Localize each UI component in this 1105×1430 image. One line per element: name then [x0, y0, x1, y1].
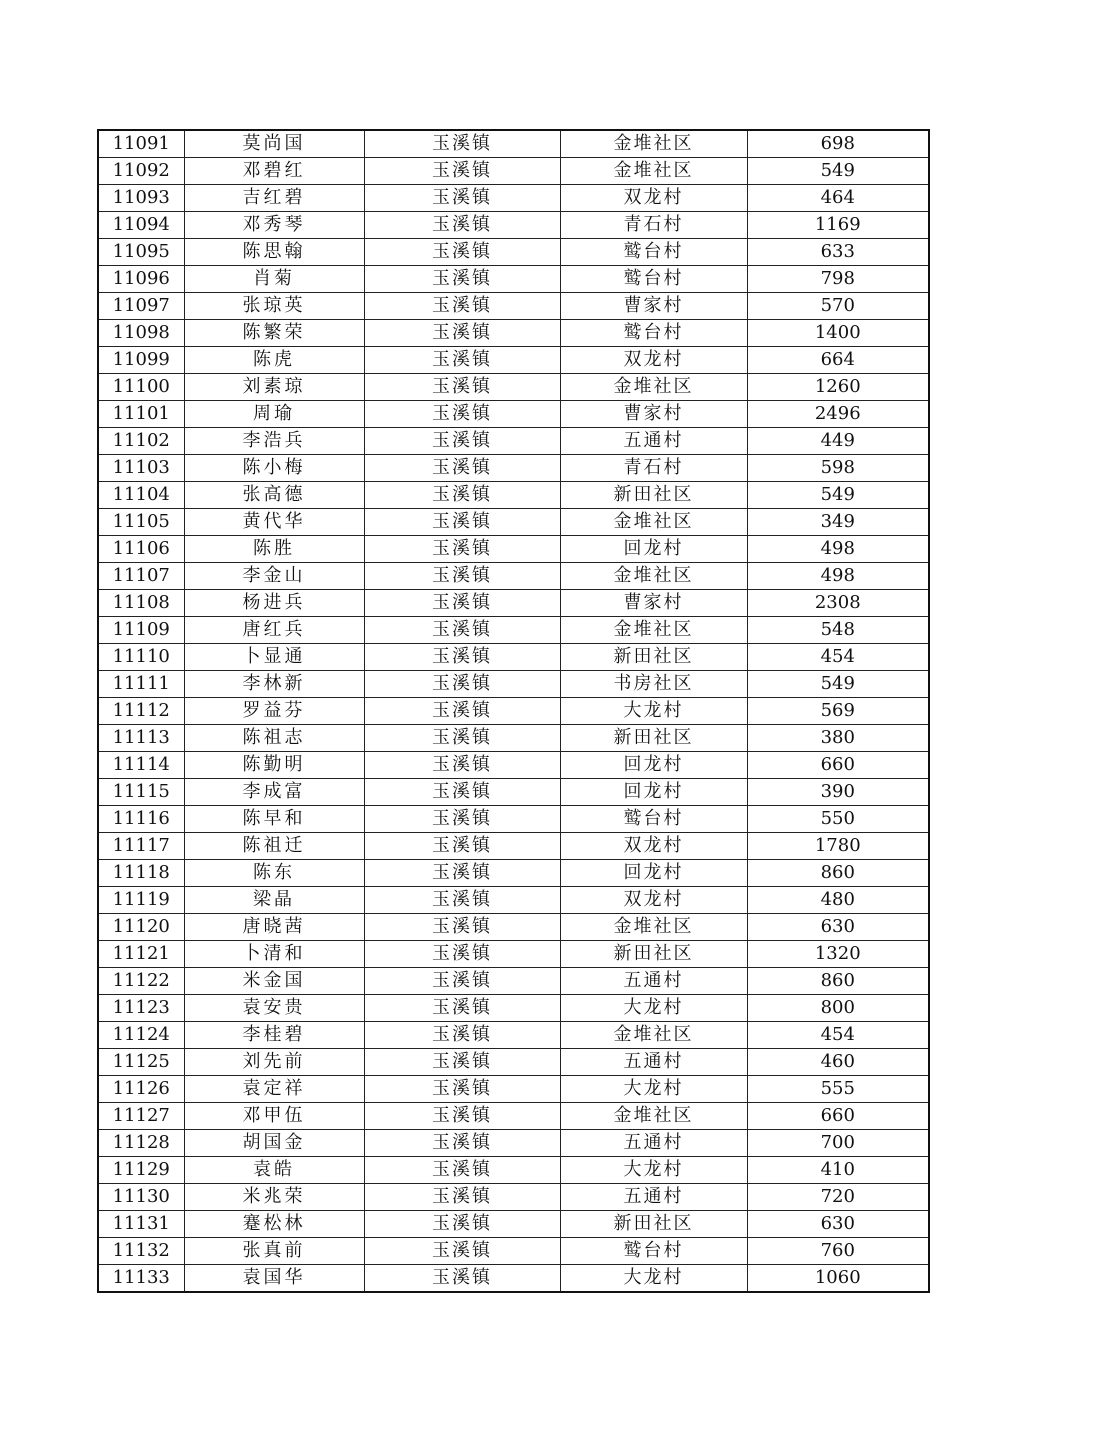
table-body — [98, 130, 929, 1292]
table-row — [98, 671, 929, 698]
table-row — [98, 995, 929, 1022]
table-row — [98, 644, 929, 671]
village-cell: 鹫台村 — [560, 1238, 747, 1265]
town-cell: 玉溪镇 — [364, 671, 560, 698]
amount-cell: 720 — [747, 1184, 929, 1211]
town-cell: 玉溪镇 — [364, 833, 560, 860]
name-cell: 刘素琼 — [184, 374, 364, 401]
id-cell: 11106 — [98, 536, 184, 563]
amount-cell: 800 — [747, 995, 929, 1022]
village-cell: 曹家村 — [560, 293, 747, 320]
name-cell: 张真前 — [184, 1238, 364, 1265]
town-cell: 玉溪镇 — [364, 590, 560, 617]
name-cell: 杨进兵 — [184, 590, 364, 617]
town-cell: 玉溪镇 — [364, 536, 560, 563]
name-cell: 邓甲伍 — [184, 1103, 364, 1130]
id-cell: 11133 — [98, 1265, 184, 1293]
village-cell: 五通村 — [560, 1049, 747, 1076]
id-cell: 11116 — [98, 806, 184, 833]
name-cell: 唐晓茜 — [184, 914, 364, 941]
id-cell: 11093 — [98, 185, 184, 212]
id-cell: 11100 — [98, 374, 184, 401]
village-cell: 金堆社区 — [560, 617, 747, 644]
table-row — [98, 833, 929, 860]
table-row — [98, 590, 929, 617]
village-cell: 鹫台村 — [560, 239, 747, 266]
village-cell: 金堆社区 — [560, 158, 747, 185]
village-cell: 大龙村 — [560, 995, 747, 1022]
name-cell: 陈东 — [184, 860, 364, 887]
town-cell: 玉溪镇 — [364, 212, 560, 239]
name-cell: 罗益芬 — [184, 698, 364, 725]
amount-cell: 570 — [747, 293, 929, 320]
village-cell: 金堆社区 — [560, 1103, 747, 1130]
village-cell: 金堆社区 — [560, 509, 747, 536]
town-cell: 玉溪镇 — [364, 1157, 560, 1184]
town-cell: 玉溪镇 — [364, 130, 560, 158]
name-cell: 陈祖迁 — [184, 833, 364, 860]
amount-cell: 390 — [747, 779, 929, 806]
id-cell: 11115 — [98, 779, 184, 806]
amount-cell: 860 — [747, 860, 929, 887]
amount-cell: 569 — [747, 698, 929, 725]
town-cell: 玉溪镇 — [364, 1184, 560, 1211]
town-cell: 玉溪镇 — [364, 266, 560, 293]
village-cell: 金堆社区 — [560, 374, 747, 401]
amount-cell: 460 — [747, 1049, 929, 1076]
name-cell: 张高德 — [184, 482, 364, 509]
amount-cell: 555 — [747, 1076, 929, 1103]
amount-cell: 464 — [747, 185, 929, 212]
table-row — [98, 374, 929, 401]
table-row — [98, 239, 929, 266]
id-cell: 11103 — [98, 455, 184, 482]
village-cell: 曹家村 — [560, 590, 747, 617]
table-row — [98, 428, 929, 455]
amount-cell: 630 — [747, 1211, 929, 1238]
name-cell: 袁定祥 — [184, 1076, 364, 1103]
amount-cell: 480 — [747, 887, 929, 914]
village-cell: 新田社区 — [560, 1211, 747, 1238]
village-cell: 回龙村 — [560, 860, 747, 887]
id-cell: 11111 — [98, 671, 184, 698]
town-cell: 玉溪镇 — [364, 347, 560, 374]
id-cell: 11118 — [98, 860, 184, 887]
town-cell: 玉溪镇 — [364, 455, 560, 482]
amount-cell: 633 — [747, 239, 929, 266]
table-row — [98, 1130, 929, 1157]
table-row — [98, 1157, 929, 1184]
name-cell: 唐红兵 — [184, 617, 364, 644]
amount-cell: 1169 — [747, 212, 929, 239]
id-cell: 11131 — [98, 1211, 184, 1238]
id-cell: 11109 — [98, 617, 184, 644]
name-cell: 李桂碧 — [184, 1022, 364, 1049]
table-row — [98, 725, 929, 752]
name-cell: 黄代华 — [184, 509, 364, 536]
table-row — [98, 293, 929, 320]
table-row — [98, 401, 929, 428]
village-cell: 五通村 — [560, 428, 747, 455]
town-cell: 玉溪镇 — [364, 320, 560, 347]
amount-cell: 449 — [747, 428, 929, 455]
amount-cell: 2496 — [747, 401, 929, 428]
table-row — [98, 914, 929, 941]
amount-cell: 698 — [747, 130, 929, 158]
village-cell: 大龙村 — [560, 698, 747, 725]
village-cell: 双龙村 — [560, 833, 747, 860]
id-cell: 11122 — [98, 968, 184, 995]
name-cell: 胡国金 — [184, 1130, 364, 1157]
town-cell: 玉溪镇 — [364, 509, 560, 536]
id-cell: 11104 — [98, 482, 184, 509]
name-cell: 李金山 — [184, 563, 364, 590]
name-cell: 陈小梅 — [184, 455, 364, 482]
name-cell: 卜清和 — [184, 941, 364, 968]
id-cell: 11095 — [98, 239, 184, 266]
name-cell: 陈繁荣 — [184, 320, 364, 347]
id-cell: 11126 — [98, 1076, 184, 1103]
id-cell: 11114 — [98, 752, 184, 779]
town-cell: 玉溪镇 — [364, 1211, 560, 1238]
data-table — [97, 129, 930, 1293]
amount-cell: 498 — [747, 563, 929, 590]
id-cell: 11123 — [98, 995, 184, 1022]
table-row — [98, 1265, 929, 1293]
amount-cell: 700 — [747, 1130, 929, 1157]
village-cell: 回龙村 — [560, 536, 747, 563]
name-cell: 陈早和 — [184, 806, 364, 833]
amount-cell: 798 — [747, 266, 929, 293]
village-cell: 五通村 — [560, 1130, 747, 1157]
amount-cell: 1060 — [747, 1265, 929, 1293]
table-row — [98, 1103, 929, 1130]
village-cell: 金堆社区 — [560, 1022, 747, 1049]
name-cell: 陈祖志 — [184, 725, 364, 752]
name-cell: 刘先前 — [184, 1049, 364, 1076]
id-cell: 11092 — [98, 158, 184, 185]
amount-cell: 860 — [747, 968, 929, 995]
village-cell: 回龙村 — [560, 752, 747, 779]
table-row — [98, 1049, 929, 1076]
table-row — [98, 1076, 929, 1103]
id-cell: 11127 — [98, 1103, 184, 1130]
amount-cell: 454 — [747, 644, 929, 671]
name-cell: 陈思翰 — [184, 239, 364, 266]
town-cell: 玉溪镇 — [364, 698, 560, 725]
town-cell: 玉溪镇 — [364, 887, 560, 914]
village-cell: 双龙村 — [560, 185, 747, 212]
town-cell: 玉溪镇 — [364, 941, 560, 968]
name-cell: 袁安贵 — [184, 995, 364, 1022]
village-cell: 五通村 — [560, 968, 747, 995]
amount-cell: 1260 — [747, 374, 929, 401]
town-cell: 玉溪镇 — [364, 725, 560, 752]
table-row — [98, 455, 929, 482]
amount-cell: 549 — [747, 158, 929, 185]
name-cell: 肖菊 — [184, 266, 364, 293]
id-cell: 11105 — [98, 509, 184, 536]
amount-cell: 2308 — [747, 590, 929, 617]
name-cell: 米兆荣 — [184, 1184, 364, 1211]
name-cell: 李成富 — [184, 779, 364, 806]
amount-cell: 410 — [747, 1157, 929, 1184]
id-cell: 11110 — [98, 644, 184, 671]
town-cell: 玉溪镇 — [364, 779, 560, 806]
id-cell: 11097 — [98, 293, 184, 320]
name-cell: 梁晶 — [184, 887, 364, 914]
table-row — [98, 509, 929, 536]
village-cell: 新田社区 — [560, 941, 747, 968]
village-cell: 大龙村 — [560, 1265, 747, 1293]
town-cell: 玉溪镇 — [364, 293, 560, 320]
id-cell: 11091 — [98, 130, 184, 158]
name-cell: 卜显通 — [184, 644, 364, 671]
name-cell: 袁皓 — [184, 1157, 364, 1184]
name-cell: 袁国华 — [184, 1265, 364, 1293]
village-cell: 新田社区 — [560, 482, 747, 509]
town-cell: 玉溪镇 — [364, 1130, 560, 1157]
id-cell: 11130 — [98, 1184, 184, 1211]
id-cell: 11101 — [98, 401, 184, 428]
village-cell: 金堆社区 — [560, 130, 747, 158]
village-cell: 大龙村 — [560, 1157, 747, 1184]
town-cell: 玉溪镇 — [364, 428, 560, 455]
amount-cell: 1400 — [747, 320, 929, 347]
table-row — [98, 320, 929, 347]
id-cell: 11098 — [98, 320, 184, 347]
table-row — [98, 1238, 929, 1265]
town-cell: 玉溪镇 — [364, 239, 560, 266]
village-cell: 五通村 — [560, 1184, 747, 1211]
table-row — [98, 266, 929, 293]
town-cell: 玉溪镇 — [364, 1103, 560, 1130]
amount-cell: 664 — [747, 347, 929, 374]
village-cell: 双龙村 — [560, 347, 747, 374]
village-cell: 新田社区 — [560, 644, 747, 671]
amount-cell: 1780 — [747, 833, 929, 860]
name-cell: 蹇松林 — [184, 1211, 364, 1238]
name-cell: 李浩兵 — [184, 428, 364, 455]
town-cell: 玉溪镇 — [364, 482, 560, 509]
village-cell: 金堆社区 — [560, 563, 747, 590]
amount-cell: 548 — [747, 617, 929, 644]
name-cell: 陈勤明 — [184, 752, 364, 779]
table-row — [98, 887, 929, 914]
village-cell: 书房社区 — [560, 671, 747, 698]
name-cell: 邓碧红 — [184, 158, 364, 185]
id-cell: 11125 — [98, 1049, 184, 1076]
id-cell: 11120 — [98, 914, 184, 941]
town-cell: 玉溪镇 — [364, 185, 560, 212]
table-row — [98, 968, 929, 995]
amount-cell: 660 — [747, 1103, 929, 1130]
name-cell: 周瑜 — [184, 401, 364, 428]
table-row — [98, 347, 929, 374]
town-cell: 玉溪镇 — [364, 617, 560, 644]
id-cell: 11129 — [98, 1157, 184, 1184]
table-row — [98, 212, 929, 239]
table-row — [98, 536, 929, 563]
id-cell: 11121 — [98, 941, 184, 968]
town-cell: 玉溪镇 — [364, 860, 560, 887]
id-cell: 11124 — [98, 1022, 184, 1049]
amount-cell: 380 — [747, 725, 929, 752]
id-cell: 11112 — [98, 698, 184, 725]
table-row — [98, 860, 929, 887]
name-cell: 李林新 — [184, 671, 364, 698]
name-cell: 吉红碧 — [184, 185, 364, 212]
id-cell: 11132 — [98, 1238, 184, 1265]
town-cell: 玉溪镇 — [364, 806, 560, 833]
table-row — [98, 1022, 929, 1049]
table-row — [98, 779, 929, 806]
table-row — [98, 563, 929, 590]
village-cell: 青石村 — [560, 212, 747, 239]
amount-cell: 549 — [747, 482, 929, 509]
table-row — [98, 185, 929, 212]
town-cell: 玉溪镇 — [364, 1049, 560, 1076]
table-row — [98, 1211, 929, 1238]
amount-cell: 630 — [747, 914, 929, 941]
id-cell: 11113 — [98, 725, 184, 752]
table-row — [98, 1184, 929, 1211]
id-cell: 11107 — [98, 563, 184, 590]
town-cell: 玉溪镇 — [364, 968, 560, 995]
table-row — [98, 698, 929, 725]
amount-cell: 1320 — [747, 941, 929, 968]
table-row — [98, 941, 929, 968]
town-cell: 玉溪镇 — [364, 914, 560, 941]
name-cell: 莫尚国 — [184, 130, 364, 158]
village-cell: 鹫台村 — [560, 266, 747, 293]
amount-cell: 454 — [747, 1022, 929, 1049]
id-cell: 11099 — [98, 347, 184, 374]
town-cell: 玉溪镇 — [364, 752, 560, 779]
id-cell: 11096 — [98, 266, 184, 293]
town-cell: 玉溪镇 — [364, 644, 560, 671]
town-cell: 玉溪镇 — [364, 1022, 560, 1049]
id-cell: 11102 — [98, 428, 184, 455]
town-cell: 玉溪镇 — [364, 1076, 560, 1103]
name-cell: 米金国 — [184, 968, 364, 995]
amount-cell: 498 — [747, 536, 929, 563]
amount-cell: 760 — [747, 1238, 929, 1265]
amount-cell: 660 — [747, 752, 929, 779]
id-cell: 11119 — [98, 887, 184, 914]
village-cell: 新田社区 — [560, 725, 747, 752]
table-row — [98, 130, 929, 158]
town-cell: 玉溪镇 — [364, 1265, 560, 1293]
name-cell: 陈虎 — [184, 347, 364, 374]
name-cell: 陈胜 — [184, 536, 364, 563]
amount-cell: 349 — [747, 509, 929, 536]
id-cell: 11117 — [98, 833, 184, 860]
village-cell: 金堆社区 — [560, 914, 747, 941]
table-row — [98, 617, 929, 644]
town-cell: 玉溪镇 — [364, 1238, 560, 1265]
village-cell: 大龙村 — [560, 1076, 747, 1103]
village-cell: 青石村 — [560, 455, 747, 482]
id-cell: 11108 — [98, 590, 184, 617]
town-cell: 玉溪镇 — [364, 401, 560, 428]
village-cell: 回龙村 — [560, 779, 747, 806]
name-cell: 邓秀琴 — [184, 212, 364, 239]
amount-cell: 598 — [747, 455, 929, 482]
id-cell: 11128 — [98, 1130, 184, 1157]
table-row — [98, 158, 929, 185]
town-cell: 玉溪镇 — [364, 374, 560, 401]
table-row — [98, 806, 929, 833]
table-row — [98, 482, 929, 509]
table-row — [98, 752, 929, 779]
amount-cell: 549 — [747, 671, 929, 698]
id-cell: 11094 — [98, 212, 184, 239]
village-cell: 鹫台村 — [560, 806, 747, 833]
town-cell: 玉溪镇 — [364, 563, 560, 590]
town-cell: 玉溪镇 — [364, 995, 560, 1022]
village-cell: 曹家村 — [560, 401, 747, 428]
amount-cell: 550 — [747, 806, 929, 833]
village-cell: 双龙村 — [560, 887, 747, 914]
name-cell: 张琼英 — [184, 293, 364, 320]
town-cell: 玉溪镇 — [364, 158, 560, 185]
village-cell: 鹫台村 — [560, 320, 747, 347]
